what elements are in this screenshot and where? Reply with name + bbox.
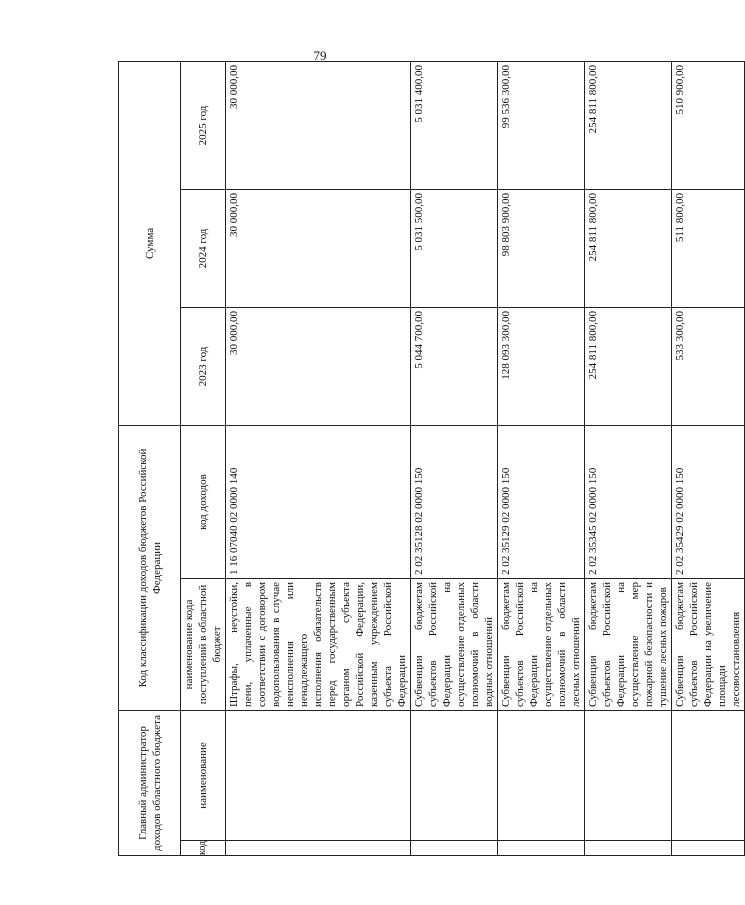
income-name-cell: Штрафы, неустойки, пени, уплаченные в соответствии с договором водопользования в случае неисполнения или ненадлежащего исполнения обязательств перед государственным органом субъекта Российской Федерации, казенным учреждением субъекта Российской Федерации (226, 578, 411, 710)
table-row (498, 61, 585, 855)
table-row (226, 61, 411, 855)
value-2025-cell: 254 811 800,00 (585, 61, 672, 189)
value-2023-cell: 5 044 700,00 (411, 307, 498, 425)
value-2023-cell: 30 000,00 (226, 307, 411, 425)
value-2025-cell: 510 900,00 (672, 61, 745, 189)
value-2025-cell: 5 031 400,00 (411, 61, 498, 189)
income-code-cell: 2 02 35345 02 0000 150 (585, 425, 672, 578)
table-row (411, 61, 498, 855)
admin-code-cell (672, 841, 745, 856)
value-2024-cell: 98 803 900,00 (498, 189, 585, 307)
income-code-cell: 2 02 35128 02 0000 150 (411, 425, 498, 578)
header-code: код (181, 841, 226, 856)
admin-code-cell (498, 841, 585, 856)
header-income-code: код доходов (181, 425, 226, 578)
header-year-2025: 2025 год (181, 61, 226, 189)
admin-code-cell (411, 841, 498, 856)
value-2023-cell: 254 811 800,00 (585, 307, 672, 425)
value-2025-cell: 30 000,00 (226, 61, 411, 189)
header-admin-group: Главный администратор доходов областного бюджета (119, 710, 181, 855)
income-code-cell: 2 02 35129 02 0000 150 (498, 425, 585, 578)
value-2024-cell: 254 811 800,00 (585, 189, 672, 307)
income-code-cell: 2 02 35429 02 0000 150 (672, 425, 745, 578)
value-2024-cell: 30 000,00 (226, 189, 411, 307)
income-code-cell: 1 16 07040 02 0000 140 (226, 425, 411, 578)
table-header (119, 61, 226, 855)
value-2024-cell: 5 031 500,00 (411, 189, 498, 307)
table-row (672, 61, 745, 855)
admin-name-cell (226, 710, 411, 840)
header-sum-group: Сумма (119, 61, 181, 425)
income-name-cell: Субвенции бюджетам субъектов Российской Федерации на осуществление мер пожарной безопасности и тушение лесных пожаров (585, 578, 672, 710)
table-row (585, 61, 672, 855)
value-2023-cell: 128 093 300,00 (498, 307, 585, 425)
admin-name-cell (672, 710, 745, 840)
income-name-cell: Субвенции бюджетам субъектов Российской Федерации на увеличение площади лесовосстановления (672, 578, 745, 710)
header-year-2024: 2024 год (181, 189, 226, 307)
header-year-2023: 2023 год (181, 307, 226, 425)
value-2025-cell: 99 536 300,00 (498, 61, 585, 189)
header-classification-group: Код классификации доходов бюджетов Российской Федерации (119, 425, 181, 710)
header-admin-name: наименование (181, 710, 226, 840)
admin-name-cell (411, 710, 498, 840)
page-number: 79 (313, 48, 327, 63)
admin-code-cell (585, 841, 672, 856)
income-name-cell: Субвенции бюджетам субъектов Российской Федерации на осуществление отдельных полномочий в области водных отношений (411, 578, 498, 710)
admin-name-cell (498, 710, 585, 840)
value-2023-cell: 533 300,00 (672, 307, 745, 425)
revenue-table (118, 61, 745, 856)
value-2024-cell: 511 800,00 (672, 189, 745, 307)
income-name-cell: Субвенции бюджетам субъектов Российской Федерации на осуществление отдельных полномочий в области лесных отношений (498, 578, 585, 710)
admin-name-cell (585, 710, 672, 840)
admin-code-cell (226, 841, 411, 856)
header-income-name: наименование кода поступлений в областной бюджет (181, 578, 226, 710)
